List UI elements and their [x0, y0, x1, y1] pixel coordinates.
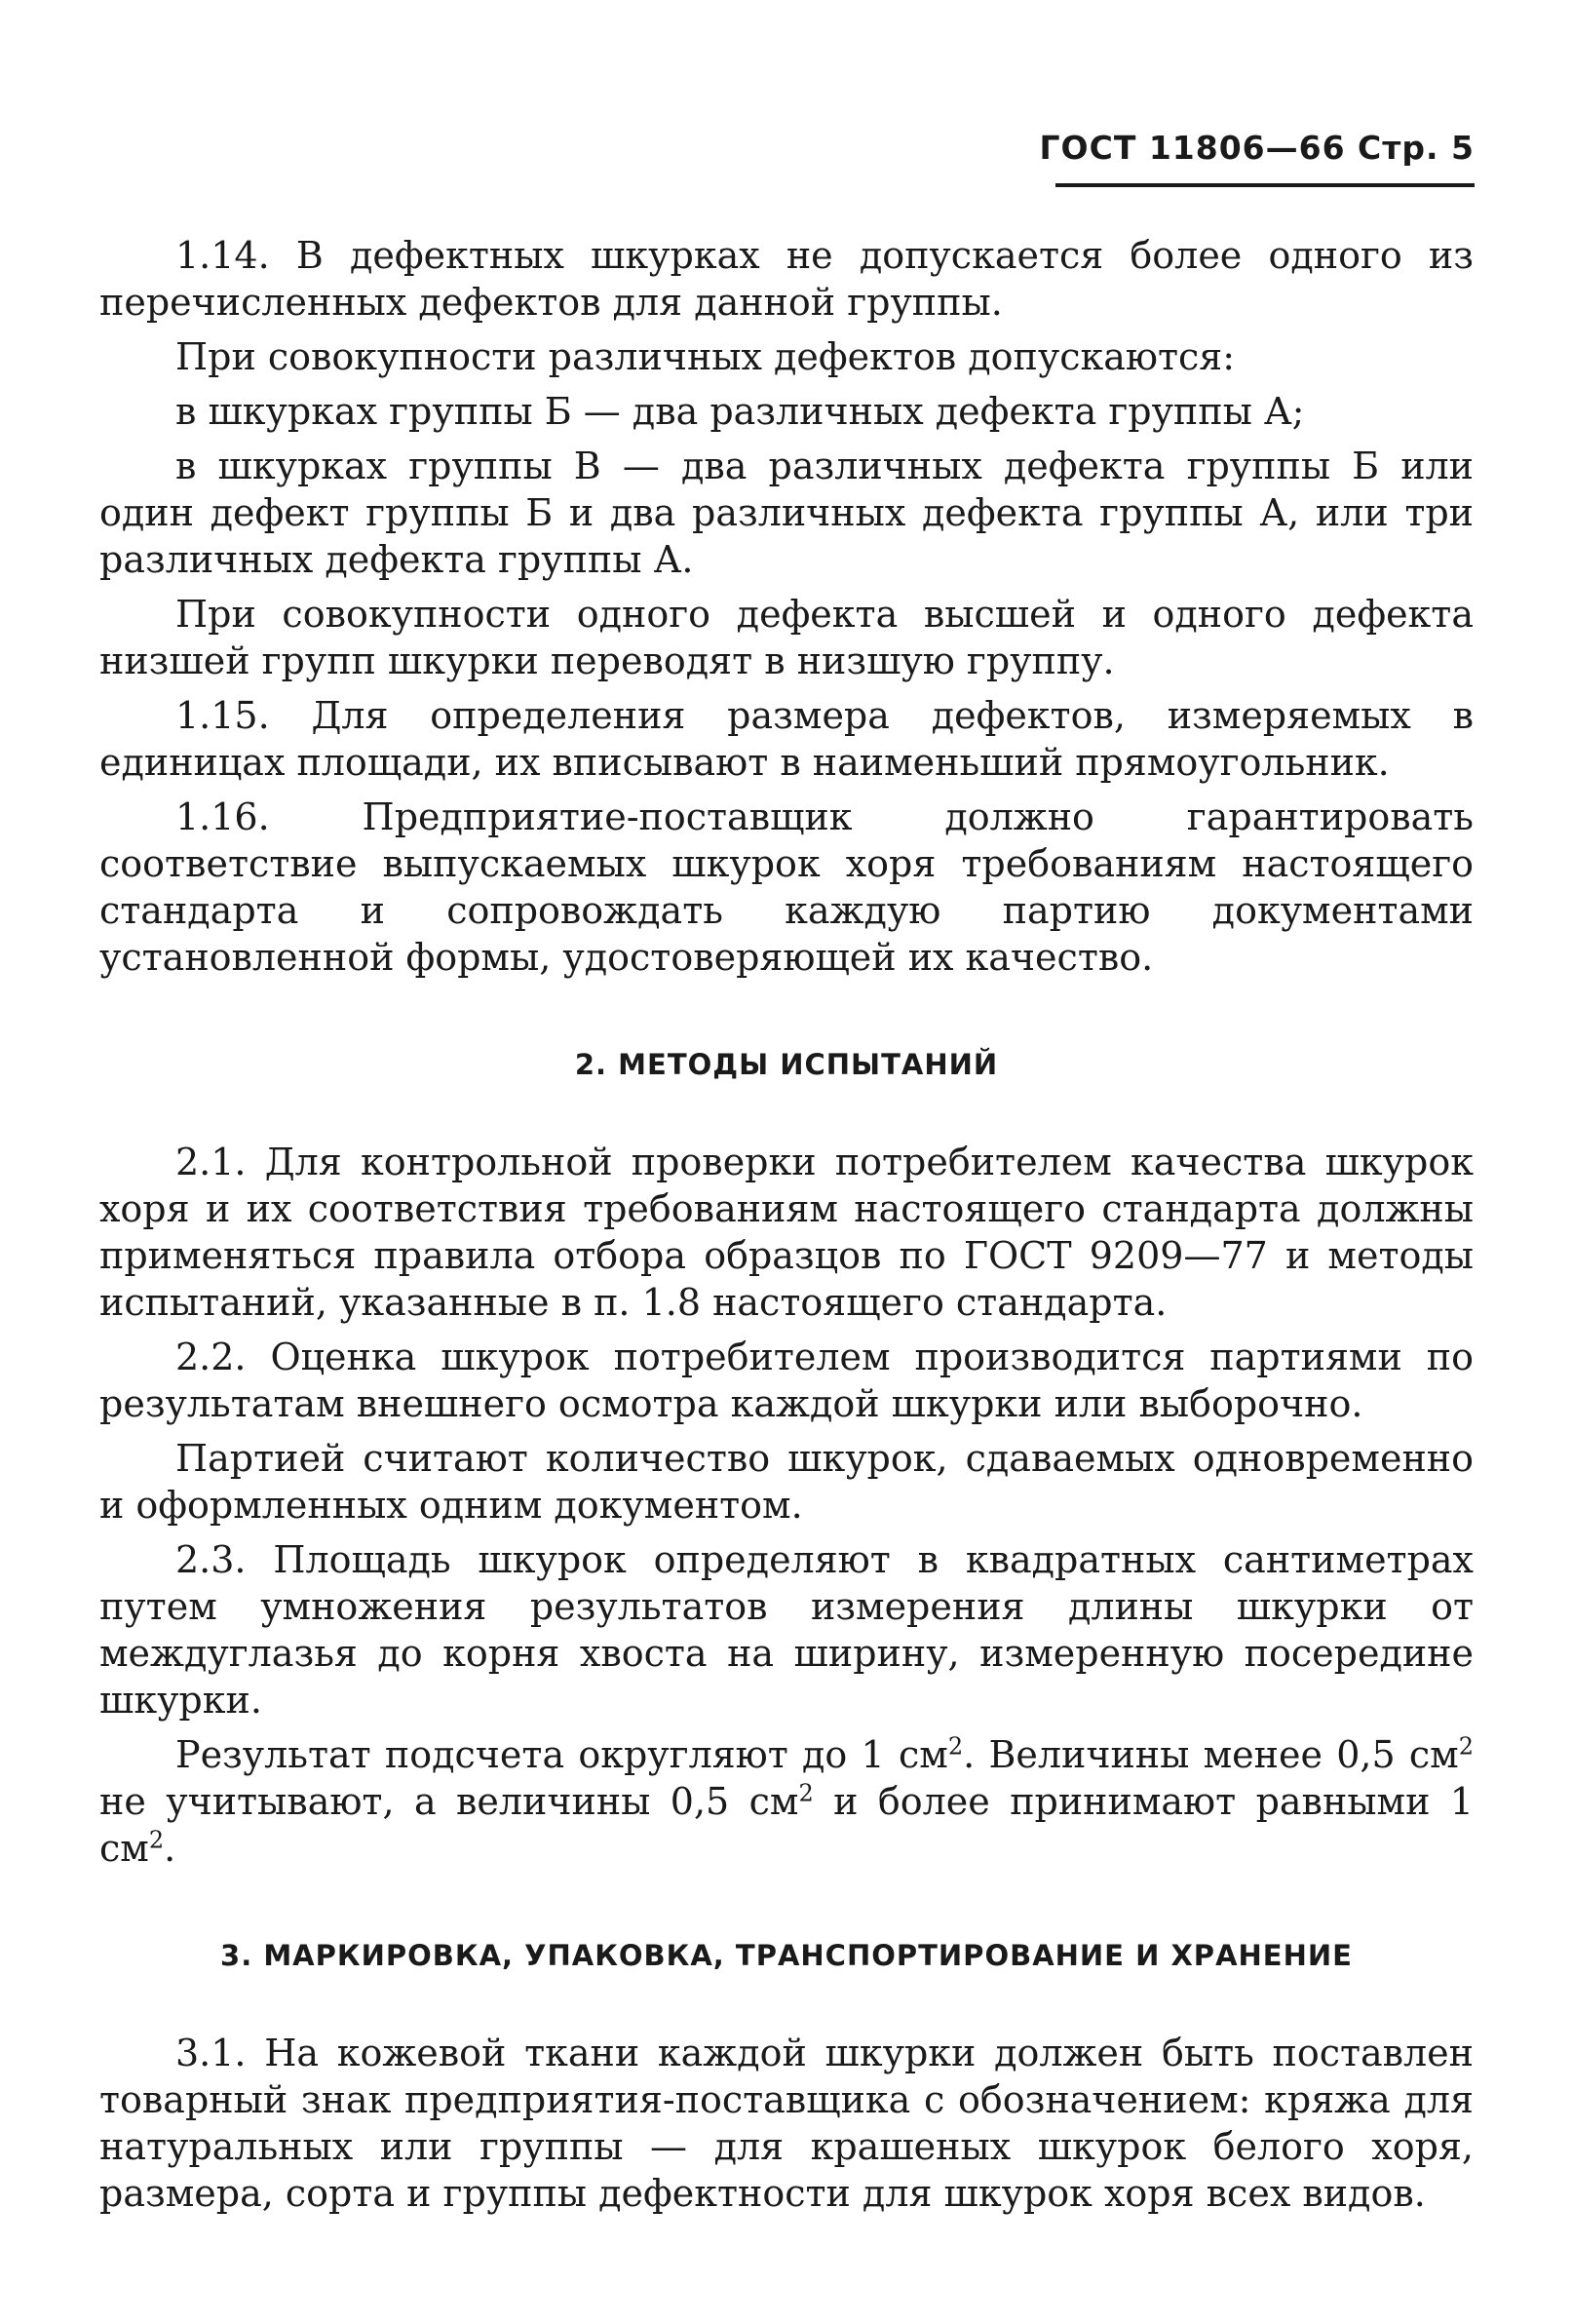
- result-text-2: . Величины менее 0,5 см: [963, 1733, 1459, 1776]
- paragraph-2-1: 2.1. Для контрольной проверки потребителем качества шкурок хоря и их соответствия требованиям настоящего стандарта должны применяться правила отбора образцов по ГОСТ 9209—77 и методы испытаний, указанные в п. 1.8 настоящего стандарта.: [99, 1141, 1474, 1324]
- paragraph-1-15: 1.15. Для определения размера дефектов, измеряемых в единицах площади, их вписывают в наименьший прямоугольник.: [99, 694, 1474, 784]
- paragraph-group-b: в шкурках группы Б — два различных дефекта группы А;: [175, 390, 1305, 433]
- superscript: 2: [947, 1732, 964, 1761]
- paragraph-1-14: 1.14. В дефектных шкурках не допускается более одного из перечисленных дефектов для данной группы.: [99, 234, 1474, 324]
- header-text: ГОСТ 11806—66 Стр. 5: [1039, 129, 1475, 167]
- result-text-4: и более принимают равными 1 см: [99, 1780, 1474, 1870]
- paragraph-result: [99, 1731, 1474, 1872]
- superscript: 2: [798, 1779, 814, 1807]
- result-text-3: не учитывают, а величины 0,5 см: [99, 1780, 799, 1823]
- superscript: 2: [1458, 1732, 1474, 1761]
- superscript: 2: [148, 1826, 165, 1854]
- paragraph-higher-lower: При совокупности одного дефекта высшей и одного дефекта низшей групп шкурки переводят в низшую группу.: [99, 593, 1474, 682]
- section-title-2: 2. МЕТОДЫ ИСПЫТАНИЙ: [574, 1048, 999, 1081]
- paragraph-3-1: 3.1. На кожевой ткани каждой шкурки должен быть поставлен товарный знак предприятия-поставщика с обозначением: кряжа для натуральных или группы — для крашеных шкурок белого хоря, размера, сорта и группы дефектности для шкурок хоря всех видов.: [99, 2032, 1474, 2215]
- paragraph-2-3: 2.3. Площадь шкурок определяют в квадратных сантиметрах путем умножения результатов измерения длины шкурки от междуглазья до корня хвоста на ширину, измеренную посередине шкурки.: [99, 1538, 1474, 1722]
- paragraph-2-2: 2.2. Оценка шкурок потребителем производится партиями по результатам внешнего осмотра каждой шкурки или выборочно.: [99, 1336, 1474, 1425]
- paragraph-1-16: 1.16. Предприятие-поставщик должно гарантировать соответствие выпускаемых шкурок хоря требованиям настоящего стандарта и сопровождать каждую партию документами установленной формы, удостоверяющей их качество.: [99, 795, 1474, 979]
- section-title-3: 3. МАРКИРОВКА, УПАКОВКА, ТРАНСПОРТИРОВАНИЕ И ХРАНЕНИЕ: [220, 1939, 1353, 1972]
- paragraph-combination: При совокупности различных дефектов допускаются:: [175, 335, 1236, 378]
- page-header: [1040, 129, 1475, 176]
- result-text-1: Результат подсчета округляют до 1 см: [175, 1733, 948, 1776]
- result-text-5: .: [164, 1827, 176, 1870]
- paragraph-batch: Партией считают количество шкурок, сдаваемых одновременно и оформленных одним документом.: [99, 1437, 1474, 1527]
- document-body: [99, 232, 1474, 2225]
- header-rule: [1055, 183, 1475, 187]
- paragraph-group-v: в шкурках группы В — два различных дефекта группы Б или один дефект группы Б и два различных дефекта группы А, или три различных дефекта группы А.: [99, 445, 1474, 581]
